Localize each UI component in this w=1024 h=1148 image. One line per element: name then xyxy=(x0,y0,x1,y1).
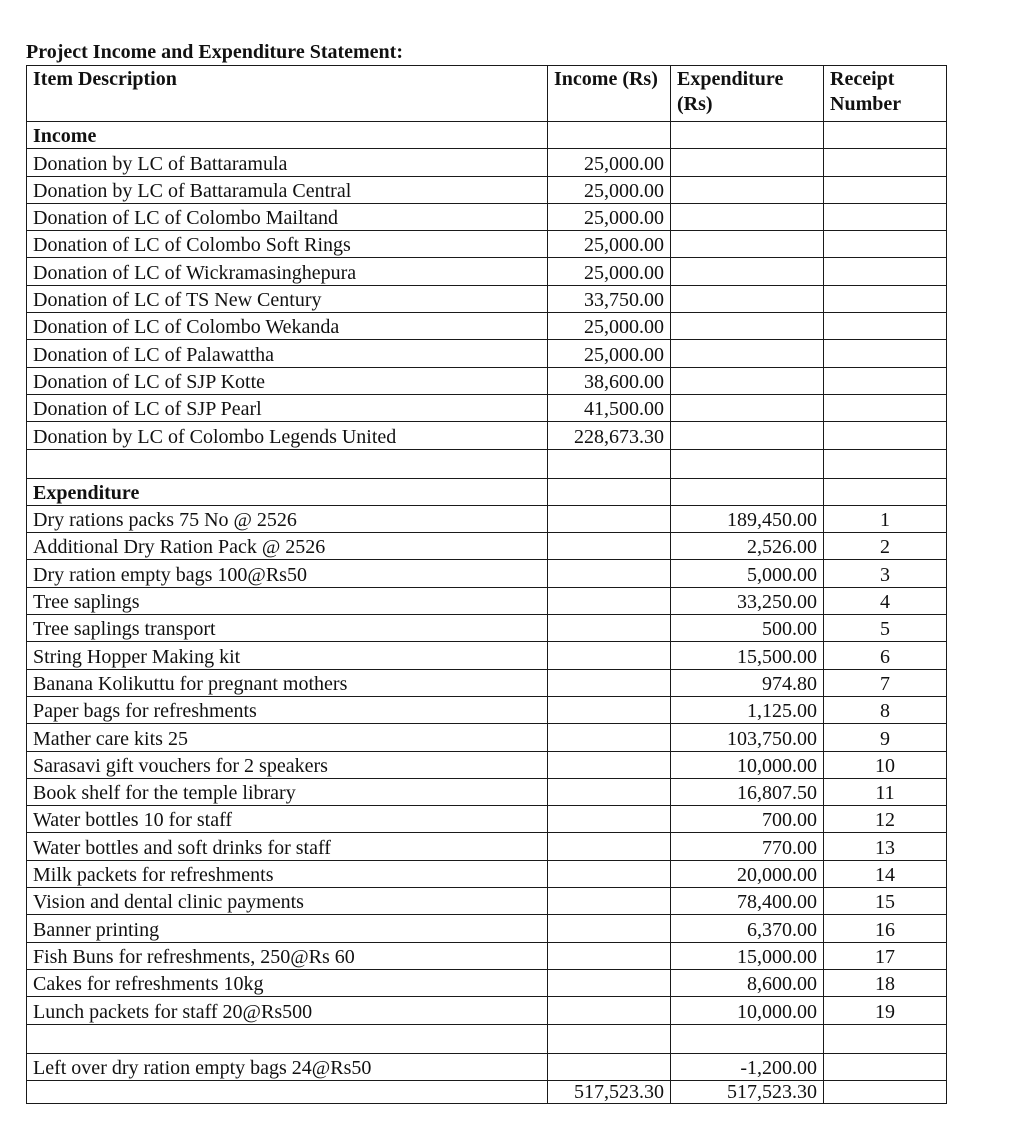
table-row xyxy=(27,313,947,340)
table-row xyxy=(27,833,947,860)
statement-title: Project Income and Expenditure Statement: xyxy=(26,41,403,63)
receipt-number: 18 xyxy=(824,969,947,996)
receipt-number: 6 xyxy=(824,642,947,669)
expenditure-amount: 2,526.00 xyxy=(671,533,824,560)
table-row xyxy=(27,176,947,203)
receipt-number: 15 xyxy=(824,888,947,915)
item-description: Tree saplings transport xyxy=(27,615,548,642)
receipt-number: 2 xyxy=(824,533,947,560)
table-row xyxy=(27,724,947,751)
income-amount: 25,000.00 xyxy=(548,258,671,285)
expenditure-amount: 15,000.00 xyxy=(671,942,824,969)
table-row xyxy=(27,340,947,367)
expenditure-amount: 103,750.00 xyxy=(671,724,824,751)
receipt-number: 11 xyxy=(824,778,947,805)
table-row xyxy=(27,778,947,805)
header-expenditure: Expenditure (Rs) xyxy=(671,66,824,122)
item-description: Vision and dental clinic payments xyxy=(27,888,548,915)
table-row xyxy=(27,394,947,421)
table-row xyxy=(27,231,947,258)
table-row xyxy=(27,696,947,723)
table-row xyxy=(27,642,947,669)
receipt-number: 19 xyxy=(824,997,947,1024)
expenditure-amount: 5,000.00 xyxy=(671,560,824,587)
table-row xyxy=(27,258,947,285)
receipt-number: 8 xyxy=(824,696,947,723)
item-description: Donation of LC of SJP Kotte xyxy=(27,367,548,394)
item-description: Water bottles 10 for staff xyxy=(27,806,548,833)
expenditure-amount: 20,000.00 xyxy=(671,860,824,887)
income-expenditure-table xyxy=(26,65,947,1104)
item-description: String Hopper Making kit xyxy=(27,642,548,669)
income-amount: 228,673.30 xyxy=(548,422,671,449)
table-header-row xyxy=(27,66,947,122)
item-description: Banana Kolikuttu for pregnant mothers xyxy=(27,669,548,696)
receipt-number: 16 xyxy=(824,915,947,942)
expenditure-amount: 189,450.00 xyxy=(671,505,824,532)
table-row xyxy=(27,942,947,969)
item-description: Milk packets for refreshments xyxy=(27,860,548,887)
table-row xyxy=(27,806,947,833)
table-row xyxy=(27,997,947,1024)
item-description: Dry rations packs 75 No @ 2526 xyxy=(27,505,548,532)
item-description: Book shelf for the temple library xyxy=(27,778,548,805)
total-expenditure: 517,523.30 xyxy=(671,1080,824,1103)
receipt-number: 5 xyxy=(824,615,947,642)
table-row xyxy=(27,969,947,996)
receipt-number: 9 xyxy=(824,724,947,751)
expenditure-amount: 770.00 xyxy=(671,833,824,860)
expenditure-amount: 974.80 xyxy=(671,669,824,696)
table-row xyxy=(27,533,947,560)
item-description: Tree saplings xyxy=(27,587,548,614)
expenditure-amount: 10,000.00 xyxy=(671,751,824,778)
expenditure-amount: 1,125.00 xyxy=(671,696,824,723)
expenditure-amount: 700.00 xyxy=(671,806,824,833)
income-amount: 33,750.00 xyxy=(548,285,671,312)
receipt-number: 3 xyxy=(824,560,947,587)
blank-row xyxy=(27,449,947,478)
expenditure-amount: 33,250.00 xyxy=(671,587,824,614)
receipt-number: 10 xyxy=(824,751,947,778)
item-description: Sarasavi gift vouchers for 2 speakers xyxy=(27,751,548,778)
header-receipt-number: Receipt Number xyxy=(824,66,947,122)
item-description: Donation of LC of Wickramasinghepura xyxy=(27,258,548,285)
receipt-number: 7 xyxy=(824,669,947,696)
table-row xyxy=(27,615,947,642)
receipt-number: 14 xyxy=(824,860,947,887)
header-income: Income (Rs) xyxy=(548,66,671,122)
income-amount: 25,000.00 xyxy=(548,203,671,230)
receipt-number: 12 xyxy=(824,806,947,833)
table-row xyxy=(27,669,947,696)
item-description: Donation by LC of Battaramula xyxy=(27,149,548,176)
item-description: Dry ration empty bags 100@Rs50 xyxy=(27,560,548,587)
expenditure-amount: 8,600.00 xyxy=(671,969,824,996)
item-description: Donation of LC of Colombo Mailtand xyxy=(27,203,548,230)
table-row xyxy=(27,751,947,778)
leftover-description: Left over dry ration empty bags 24@Rs50 xyxy=(27,1053,548,1080)
item-description: Donation of LC of Colombo Soft Rings xyxy=(27,231,548,258)
income-amount: 25,000.00 xyxy=(548,340,671,367)
item-description: Donation by LC of Colombo Legends United xyxy=(27,422,548,449)
table-row xyxy=(27,560,947,587)
table-row xyxy=(27,203,947,230)
item-description: Mather care kits 25 xyxy=(27,724,548,751)
receipt-number: 4 xyxy=(824,587,947,614)
table-row xyxy=(27,505,947,532)
receipt-number: 1 xyxy=(824,505,947,532)
item-description: Donation of LC of Colombo Wekanda xyxy=(27,313,548,340)
receipt-number: 13 xyxy=(824,833,947,860)
expenditure-amount: 78,400.00 xyxy=(671,888,824,915)
table-row xyxy=(27,915,947,942)
item-description: Additional Dry Ration Pack @ 2526 xyxy=(27,533,548,560)
table-row xyxy=(27,422,947,449)
expenditure-section-label: Expenditure xyxy=(27,478,548,505)
expenditure-amount: 15,500.00 xyxy=(671,642,824,669)
receipt-number: 17 xyxy=(824,942,947,969)
blank-row xyxy=(27,1024,947,1053)
income-section-label: Income xyxy=(27,122,548,149)
item-description: Paper bags for refreshments xyxy=(27,696,548,723)
income-section-row xyxy=(27,122,947,149)
leftover-amount: -1,200.00 xyxy=(671,1053,824,1080)
item-description: Donation of LC of SJP Pearl xyxy=(27,394,548,421)
item-description: Cakes for refreshments 10kg xyxy=(27,969,548,996)
expenditure-amount: 16,807.50 xyxy=(671,778,824,805)
expenditure-section-row xyxy=(27,478,947,505)
table-row xyxy=(27,860,947,887)
table-row xyxy=(27,285,947,312)
table-row xyxy=(27,888,947,915)
item-description: Fish Buns for refreshments, 250@Rs 60 xyxy=(27,942,548,969)
table-row xyxy=(27,587,947,614)
table-row xyxy=(27,149,947,176)
item-description: Donation of LC of Palawattha xyxy=(27,340,548,367)
item-description: Water bottles and soft drinks for staff xyxy=(27,833,548,860)
expenditure-amount: 500.00 xyxy=(671,615,824,642)
total-income: 517,523.30 xyxy=(548,1080,671,1103)
income-amount: 25,000.00 xyxy=(548,149,671,176)
expenditure-amount: 10,000.00 xyxy=(671,997,824,1024)
item-description: Banner printing xyxy=(27,915,548,942)
income-amount: 41,500.00 xyxy=(548,394,671,421)
expenditure-amount: 6,370.00 xyxy=(671,915,824,942)
table-row xyxy=(27,367,947,394)
item-description: Donation by LC of Battaramula Central xyxy=(27,176,548,203)
income-amount: 25,000.00 xyxy=(548,313,671,340)
income-amount: 25,000.00 xyxy=(548,176,671,203)
totals-row xyxy=(27,1080,947,1103)
income-amount: 25,000.00 xyxy=(548,231,671,258)
header-item-description: Item Description xyxy=(27,66,548,122)
item-description: Lunch packets for staff 20@Rs500 xyxy=(27,997,548,1024)
leftover-row xyxy=(27,1053,947,1080)
item-description: Donation of LC of TS New Century xyxy=(27,285,548,312)
income-amount: 38,600.00 xyxy=(548,367,671,394)
